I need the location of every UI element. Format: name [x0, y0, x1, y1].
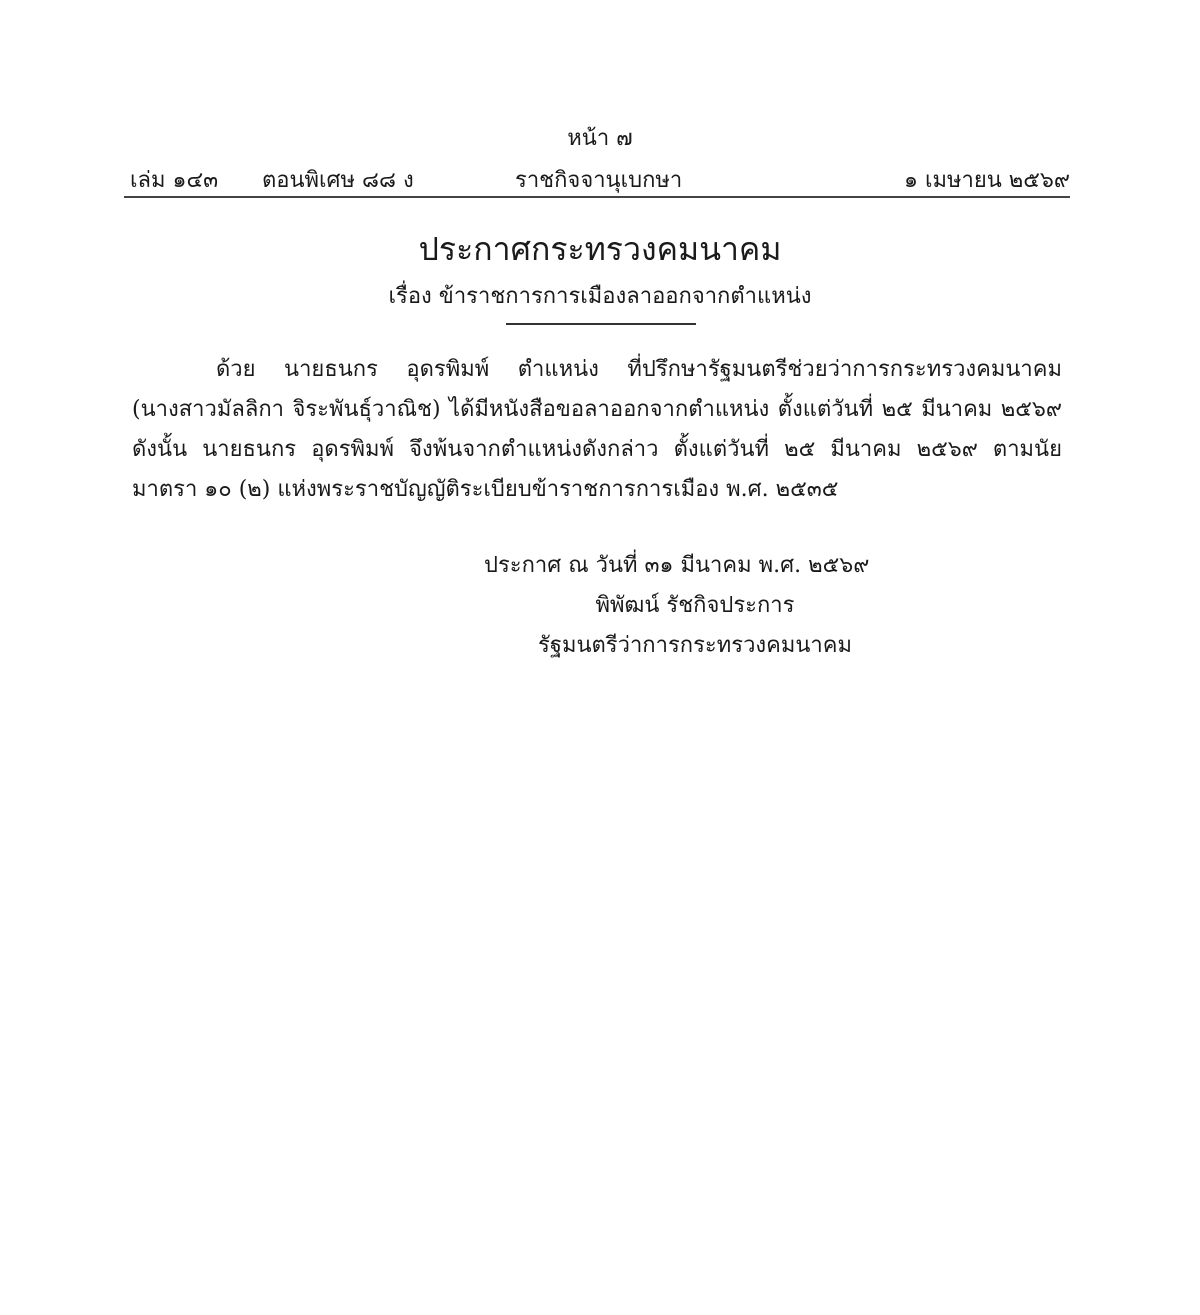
gazette-date: ๑ เมษายน ๒๕๖๙	[904, 168, 1070, 193]
title-divider	[506, 323, 696, 325]
page-number: หน้า ๗	[567, 126, 633, 151]
header-divider	[124, 196, 1070, 198]
gazette-volume: เล่ม ๑๔๓	[130, 168, 219, 193]
gazette-issue: ตอนพิเศษ ๘๘ ง	[262, 168, 414, 193]
announcement-date: ประกาศ ณ วันที่ ๓๑ มีนาคม พ.ศ. ๒๕๖๙	[484, 553, 870, 578]
announcement-title: ประกาศกระทรวงคมนาคม	[418, 230, 782, 268]
signatory-position: รัฐมนตรีว่าการกระทรวงคมนาคม	[538, 633, 852, 658]
gazette-name: ราชกิจจานุเบกษา	[515, 168, 683, 193]
gazette-header	[130, 162, 1070, 194]
announcement-subject: เรื่อง ข้าราชการการเมืองลาออกจากตำแหน่ง	[388, 284, 812, 309]
signatory-name: พิพัฒน์ รัชกิจประการ	[595, 593, 795, 618]
signature-block	[400, 546, 990, 666]
announcement-body: ด้วย นายธนกร อุดรพิมพ์ ตำแหน่ง ที่ปรึกษารัฐมนตรีช่วยว่าการกระทรวงคมนาคม (นางสาวมัลลิกา จิระพันธุ์วาณิช) ได้มีหนังสือขอลาออกจากตำแหน่ง ตั้งแต่วันที่ ๒๕ มีนาคม ๒๕๖๙ ดังนั้น นายธนกร อุดรพิมพ์ จึงพ้นจากตำแหน่งดังกล่าว ตั้งแต่วันที่ ๒๕ มีนาคม ๒๕๖๙ ตามนัยมาตรา ๑๐ (๒) แห่งพระราชบัญญัติระเบียบข้าราชการการเมือง พ.ศ. ๒๕๓๕	[132, 357, 1062, 502]
